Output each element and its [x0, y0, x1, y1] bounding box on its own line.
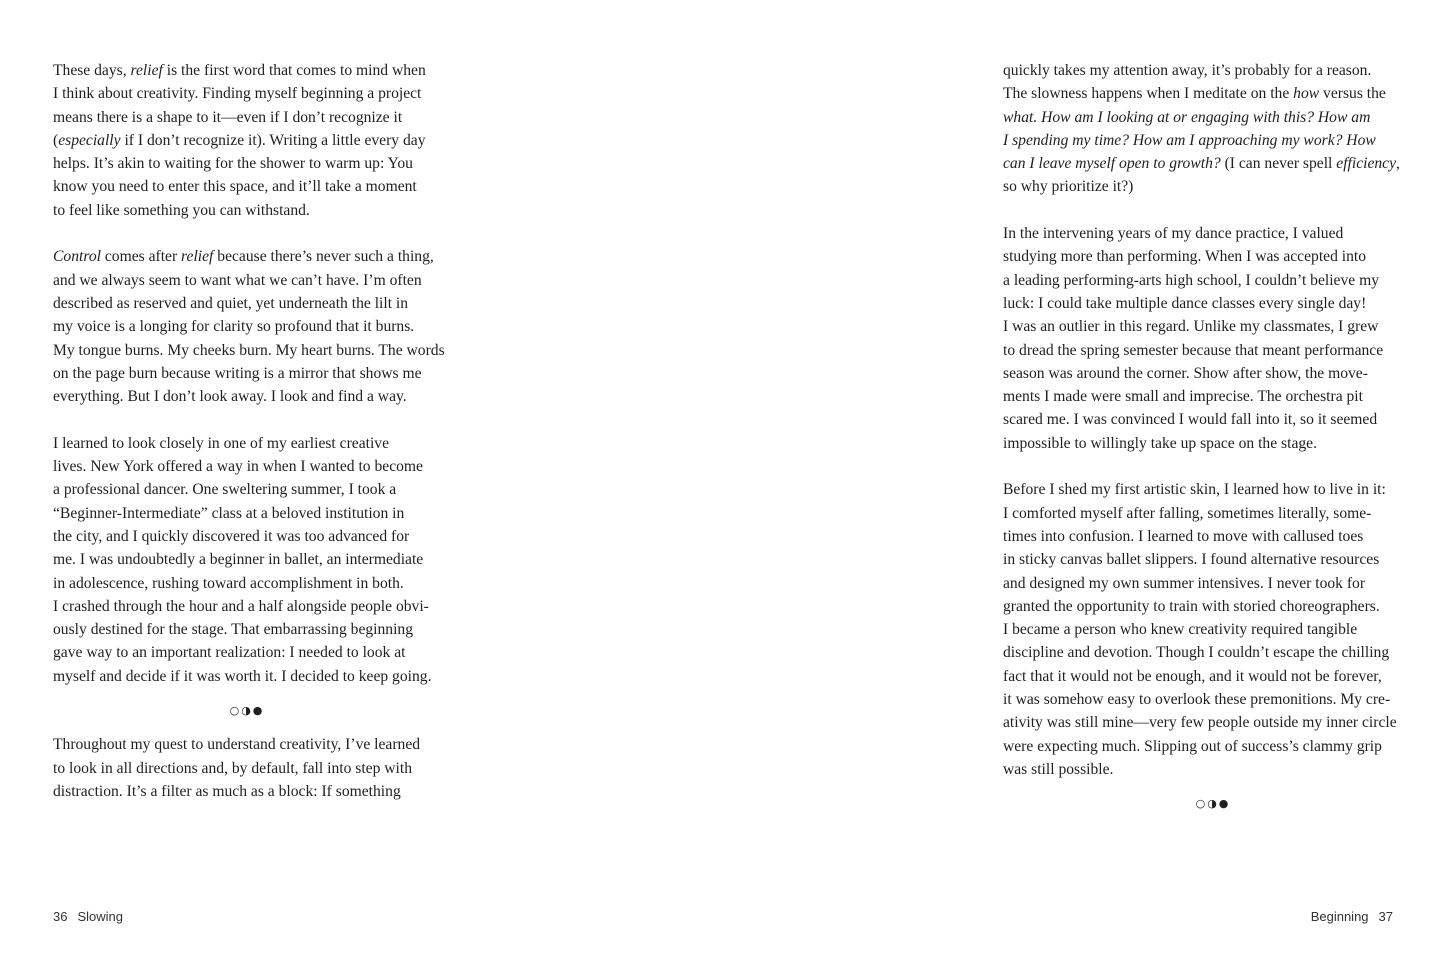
- text-line: studying more than performing. When I was accepted into: [1003, 248, 1367, 266]
- italic-text: what. How am I looking at or engaging with this? How am: [1003, 108, 1371, 126]
- text-line: Control comes after relief because there’s never such a thing,: [53, 248, 434, 266]
- text-line: I learned to look closely in one of my earliest creative: [53, 434, 390, 452]
- text-line: These days, relief is the first word that comes to mind when: [53, 62, 426, 79]
- text-line: scared me. I was convinced I would fall into it, so it seemed: [1003, 411, 1378, 429]
- text-line: “Beginner-Intermediate” class at a beloved institution in: [53, 504, 405, 522]
- text-line: can I leave myself open to growth? (I can never spell efficiency,: [1003, 155, 1400, 173]
- paragraph: [53, 432, 453, 688]
- text-line: In the intervening years of my dance practice, I valued: [1003, 225, 1344, 243]
- italic-text: especially: [58, 131, 121, 149]
- text-line: (especially if I don’t recognize it). Writing a little every day: [53, 131, 426, 149]
- section-break-ornament: ○◑●: [1195, 797, 1231, 811]
- italic-text: relief: [181, 248, 214, 266]
- text-line: impossible to willingly take up space on the stage.: [1003, 434, 1317, 452]
- text-line: and designed my own summer intensives. I never took for: [1003, 574, 1366, 592]
- text-line: ativity was still mine—very few people outside my inner circle: [1003, 714, 1397, 732]
- right-text-column: [1003, 59, 1403, 816]
- text-line: quickly takes my attention away, it’s probably for a reason.: [1003, 62, 1372, 79]
- text-line: fact that it would not be enough, and it would not be forever,: [1003, 667, 1382, 685]
- paragraph: [1003, 478, 1403, 781]
- text-line: in adolescence, rushing toward accomplishment in both.: [53, 574, 404, 592]
- text-line: discipline and devotion. Though I couldn’t escape the chilling: [1003, 644, 1390, 662]
- text-line: Throughout my quest to understand creativity, I’ve learned: [53, 736, 421, 754]
- text-line: lives. New York offered a way in when I wanted to become: [53, 458, 423, 476]
- text-line: was still possible.: [1003, 760, 1114, 778]
- text-line: it was somehow easy to overlook these premonitions. My cre-: [1003, 691, 1391, 709]
- section-break-ornament: ○◑●: [229, 704, 265, 718]
- text-line: were expecting much. Slipping out of success’s clammy grip: [1003, 737, 1382, 755]
- text-line: granted the opportunity to train with storied choreographers.: [1003, 597, 1380, 615]
- italic-text: how: [1293, 85, 1320, 103]
- text-line: I crashed through the hour and a half alongside people obvi-: [53, 597, 429, 615]
- right-page-footer: [1311, 909, 1393, 924]
- text-line: a professional dancer. One sweltering summer, I took a: [53, 481, 397, 499]
- paragraph: [1003, 59, 1403, 199]
- text-line: the city, and I quickly discovered it was too advanced for: [53, 527, 410, 545]
- section-title: Beginning: [1310, 909, 1369, 924]
- text-line: so why prioritize it?): [1003, 178, 1134, 196]
- text-line: myself and decide if it was worth it. I decided to keep going.: [53, 667, 432, 685]
- paragraph: [53, 59, 453, 222]
- text-line: my voice is a longing for clarity so profound that it burns.: [53, 318, 415, 336]
- text-line: I think about creativity. Finding myself beginning a project: [53, 85, 422, 103]
- text-line: ments I made were small and imprecise. The orchestra pit: [1003, 388, 1363, 406]
- text-line: I became a person who knew creativity required tangible: [1003, 621, 1358, 639]
- text-line: know you need to enter this space, and it’ll take a moment: [53, 178, 417, 196]
- text-line: a leading performing-arts high school, I couldn’t believe my: [1003, 271, 1380, 289]
- paragraph: [53, 733, 453, 803]
- text-line: ously destined for the stage. That embarrassing beginning: [53, 621, 414, 639]
- italic-text: Control: [53, 248, 101, 266]
- text-line: everything. But I don’t look away. I look and find a way.: [53, 388, 407, 406]
- italic-text: efficiency: [1336, 155, 1397, 173]
- text-line: helps. It’s akin to waiting for the shower to warm up: You: [53, 155, 413, 173]
- left-text-column: [53, 59, 453, 803]
- text-line: means there is a shape to it—even if I don’t recognize it: [53, 108, 403, 126]
- text-line: distraction. It’s a filter as much as a block: If something: [53, 782, 401, 800]
- text-line: season was around the corner. Show after show, the move-: [1003, 364, 1368, 382]
- page-number: 37: [1378, 909, 1393, 924]
- text-line: in sticky canvas ballet slippers. I found alternative resources: [1003, 551, 1380, 569]
- text-line: described as reserved and quiet, yet underneath the lilt in: [53, 294, 409, 312]
- left-page: [0, 0, 722, 965]
- text-line: gave way to an important realization: I needed to look at: [53, 644, 406, 662]
- text-line: to look in all directions and, by default, fall into step with: [53, 759, 413, 777]
- text-line: on the page burn because writing is a mirror that shows me: [53, 364, 422, 382]
- text-line: Before I shed my first artistic skin, I learned how to live in it:: [1003, 481, 1386, 499]
- text-line: me. I was undoubtedly a beginner in ballet, an intermediate: [53, 551, 424, 569]
- right-page: [722, 0, 1445, 965]
- text-line: times into confusion. I learned to move with callused toes: [1003, 527, 1364, 545]
- paragraph: [53, 245, 453, 408]
- page-number: 36: [53, 909, 68, 924]
- text-line: The slowness happens when I meditate on the how versus the: [1003, 85, 1386, 103]
- text-line: luck: I could take multiple dance classes every single day!: [1003, 294, 1367, 312]
- text-line: to feel like something you can withstand.: [53, 201, 310, 219]
- text-line: [1003, 106, 1403, 129]
- text-line: and we always seem to want what we can’t have. I’m often: [53, 271, 422, 289]
- paragraph: [1003, 222, 1403, 455]
- section-title: Slowing: [77, 909, 123, 924]
- text-line: I was an outlier in this regard. Unlike my classmates, I grew: [1003, 318, 1379, 336]
- italic-text: can I leave myself open to growth?: [1003, 155, 1221, 173]
- italic-text: I spending my time? How am I approaching my work? How: [1003, 131, 1376, 149]
- text-line: My tongue burns. My cheeks burn. My heart burns. The words: [53, 341, 445, 359]
- italic-text: relief: [130, 62, 163, 79]
- left-page-footer: [53, 909, 123, 924]
- text-line: to dread the spring semester because that meant performance: [1003, 341, 1384, 359]
- text-line: [1003, 129, 1403, 152]
- text-line: I comforted myself after falling, sometimes literally, some-: [1003, 504, 1372, 522]
